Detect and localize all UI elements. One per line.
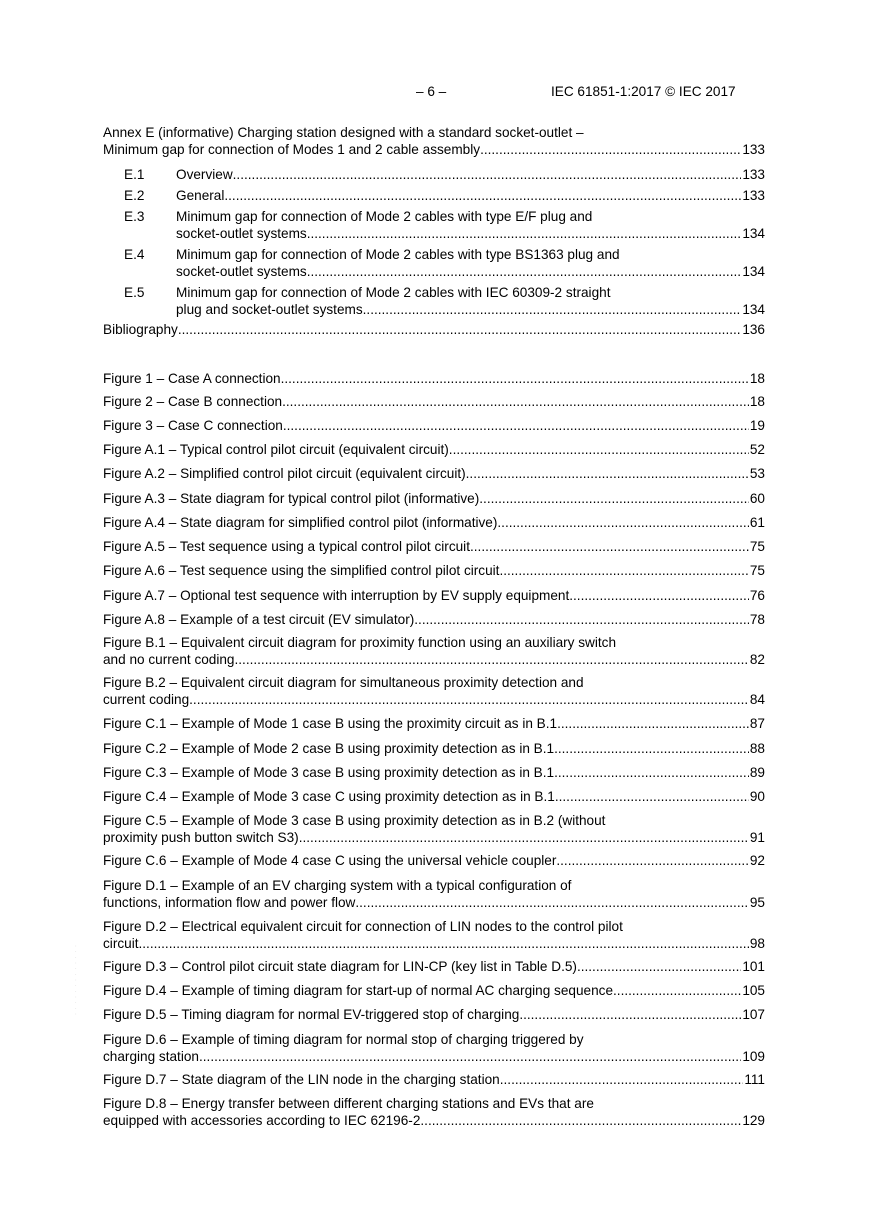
dot-leader bbox=[466, 465, 749, 482]
dot-leader bbox=[497, 514, 748, 531]
toc-clause-body bbox=[176, 187, 765, 204]
toc-page-number: 134 bbox=[742, 226, 765, 241]
dot-leader bbox=[199, 1048, 741, 1065]
toc-figure-entry[interactable] bbox=[103, 982, 765, 999]
toc-entry-text: Figure A.2 – Simplified control pilot circuit (equivalent circuit) bbox=[103, 466, 466, 481]
toc-page-number: 78 bbox=[749, 612, 765, 627]
toc-page-number: 105 bbox=[742, 983, 765, 998]
dot-leader bbox=[569, 587, 749, 604]
toc-annex-title-text: Minimum gap for connection of Modes 1 and 2 cable assembly bbox=[103, 142, 481, 157]
dot-leader bbox=[307, 225, 742, 242]
dot-leader bbox=[420, 1112, 741, 1129]
toc-page-number: 18 bbox=[749, 371, 765, 386]
toc-entry-text: Figure C.5 – Example of Mode 3 case B using proximity detection as in B.2 (without bbox=[103, 813, 606, 828]
toc-entry-text: plug and socket-outlet systems bbox=[176, 302, 363, 317]
toc-entry-text: and no current coding bbox=[103, 652, 235, 667]
dot-leader bbox=[189, 691, 749, 708]
toc-entry-text: Figure A.5 – Test sequence using a typical control pilot circuit bbox=[103, 539, 470, 554]
toc-entry-text: Figure 2 – Case B connection bbox=[103, 394, 283, 409]
toc-entry-last-line bbox=[103, 788, 765, 805]
dot-leader bbox=[557, 715, 749, 732]
toc-figure-entry[interactable] bbox=[103, 562, 765, 579]
toc-entry-text: Figure D.2 – Electrical equivalent circuit for connection of LIN nodes to the control pilot bbox=[103, 919, 623, 934]
toc-figure-entry[interactable] bbox=[103, 611, 765, 628]
toc-entry-text: Figure A.3 – State diagram for typical control pilot (informative) bbox=[103, 491, 480, 506]
toc-page-number: 87 bbox=[749, 716, 765, 731]
dot-leader bbox=[235, 651, 749, 668]
toc-page-number: 53 bbox=[749, 466, 765, 481]
toc-page-number: 133 bbox=[742, 188, 765, 203]
toc-figure-entry[interactable] bbox=[103, 812, 765, 846]
dot-leader bbox=[233, 166, 742, 183]
toc-page-number: 133 bbox=[742, 167, 765, 182]
toc-figure-entry[interactable] bbox=[103, 490, 765, 507]
toc-entry-text: circuit bbox=[103, 936, 139, 951]
toc-page-number: 76 bbox=[749, 588, 765, 603]
toc-page-number: 136 bbox=[742, 322, 765, 337]
toc-figure-entry[interactable] bbox=[103, 465, 765, 482]
toc-entry-text: Figure D.3 – Control pilot circuit state diagram for LIN-CP (key list in Table D.5) bbox=[103, 959, 577, 974]
toc-entry-text: Figure D.4 – Example of timing diagram for start-up of normal AC charging sequence bbox=[103, 983, 614, 998]
toc-entry-last-line bbox=[103, 1112, 765, 1129]
toc-entry-text: socket-outlet systems bbox=[176, 226, 307, 241]
toc-entry-text: current coding bbox=[103, 692, 190, 707]
toc-entry-text: Figure C.4 – Example of Mode 3 case C using proximity detection as in B.1 bbox=[103, 789, 555, 804]
toc-clause-number: E.4 bbox=[124, 247, 145, 262]
toc-entry-text: Figure B.2 – Equivalent circuit diagram for simultaneous proximity detection and bbox=[103, 675, 584, 690]
toc-entry-last-line bbox=[103, 441, 765, 458]
toc-entry-text: Figure D.8 – Energy transfer between different charging stations and EVs that are bbox=[103, 1096, 594, 1111]
toc-entry-last-line bbox=[103, 829, 765, 846]
toc-entry-text: Figure 3 – Case C connection bbox=[103, 418, 283, 433]
toc-page-number: 95 bbox=[749, 895, 765, 910]
toc-entry-last-line bbox=[103, 538, 765, 555]
toc-page-number: 19 bbox=[749, 418, 765, 433]
toc-clause-e-1[interactable] bbox=[124, 166, 765, 183]
toc-figure-entry[interactable] bbox=[103, 1006, 765, 1023]
toc-page-number: 60 bbox=[749, 491, 765, 506]
toc-figure-entry[interactable] bbox=[103, 538, 765, 555]
toc-page-number: 82 bbox=[749, 652, 765, 667]
toc-clause-e-5[interactable] bbox=[124, 284, 765, 318]
toc-entry-text: charging station bbox=[103, 1049, 199, 1064]
toc-entry-last-line bbox=[176, 301, 765, 318]
toc-entry-text: Figure A.8 – Example of a test circuit (EV simulator) bbox=[103, 612, 415, 627]
dot-leader bbox=[555, 788, 749, 805]
page-number: – 6 – bbox=[416, 84, 447, 99]
dot-leader bbox=[282, 393, 749, 410]
dot-leader bbox=[414, 611, 749, 628]
toc-entry-text: Figure A.1 – Typical control pilot circuit (equivalent circuit) bbox=[103, 442, 449, 457]
toc-entry-last-line bbox=[103, 935, 765, 952]
toc-entry-text: Figure 1 – Case A connection bbox=[103, 371, 281, 386]
toc-annex-title-line1: Annex E (informative) Charging station designed with a standard socket-outlet – bbox=[103, 125, 584, 140]
toc-entry-text: Figure A.4 – State diagram for simplified control pilot (informative) bbox=[103, 515, 498, 530]
toc-entry-last-line bbox=[103, 764, 765, 781]
toc-figure-entry[interactable] bbox=[103, 1031, 765, 1065]
dot-leader bbox=[299, 829, 749, 846]
toc-clause-body bbox=[176, 208, 765, 242]
toc-entry-text: Figure D.7 – State diagram of the LIN node in the charging station bbox=[103, 1072, 500, 1087]
watermark-text: · · · · · · · · · · · · · bbox=[72, 945, 78, 1016]
toc-entry-last-line bbox=[176, 263, 765, 280]
toc-entry-text: Figure C.3 – Example of Mode 3 case B using proximity detection as in B.1 bbox=[103, 765, 555, 780]
dot-leader bbox=[554, 740, 749, 757]
toc-entry-last-line bbox=[103, 958, 765, 975]
toc-page-number: 89 bbox=[749, 765, 765, 780]
toc-figure-entry[interactable] bbox=[103, 1071, 765, 1088]
toc-clause-e-3[interactable] bbox=[124, 208, 765, 242]
toc-page-number: 134 bbox=[742, 264, 765, 279]
toc-page-number: 134 bbox=[742, 302, 765, 317]
toc-figure-entry[interactable] bbox=[103, 417, 765, 434]
toc-page-number: 109 bbox=[742, 1049, 765, 1064]
toc-figure-entry[interactable] bbox=[103, 514, 765, 531]
toc-figure-entry[interactable] bbox=[103, 715, 765, 732]
toc-page-number: 90 bbox=[749, 789, 765, 804]
toc-figure-entry[interactable] bbox=[103, 918, 765, 952]
dot-leader bbox=[449, 441, 749, 458]
toc-bibliography[interactable] bbox=[103, 321, 765, 338]
toc-entry-text: Figure D.6 – Example of timing diagram for normal stop of charging triggered by bbox=[103, 1032, 584, 1047]
toc-entry-last-line bbox=[103, 715, 765, 732]
dot-leader bbox=[139, 935, 749, 952]
dot-leader bbox=[281, 370, 749, 387]
toc-clause-number: E.5 bbox=[124, 285, 145, 300]
toc-page-number: 75 bbox=[749, 563, 765, 578]
toc-entry-text: Figure D.1 – Example of an EV charging system with a typical configuration of bbox=[103, 878, 572, 893]
toc-figure-entry[interactable] bbox=[103, 441, 765, 458]
dot-leader bbox=[613, 982, 741, 999]
toc-figure-entry[interactable] bbox=[103, 764, 765, 781]
dot-leader bbox=[499, 562, 748, 579]
toc-entry-text: General bbox=[176, 188, 225, 203]
toc-clause-number: E.2 bbox=[124, 188, 145, 203]
toc-page-number: 98 bbox=[749, 936, 765, 951]
toc-entry-text: functions, information flow and power flow bbox=[103, 895, 356, 910]
toc-entry-text: Figure C.1 – Example of Mode 1 case B using the proximity circuit as in B.1 bbox=[103, 716, 558, 731]
toc-entry-last-line bbox=[103, 417, 765, 434]
dot-leader bbox=[519, 1006, 741, 1023]
toc-clause-e-4[interactable] bbox=[124, 246, 765, 280]
toc-entry-text: Figure A.6 – Test sequence using the simplified control pilot circuit bbox=[103, 563, 500, 578]
toc-figure-entry[interactable] bbox=[103, 1095, 765, 1129]
toc-entry-text: Minimum gap for connection of Mode 2 cables with type E/F plug and bbox=[176, 209, 593, 224]
toc-entry-last-line bbox=[176, 225, 765, 242]
toc-page-number: 107 bbox=[742, 1007, 765, 1022]
toc-figure-entry[interactable] bbox=[103, 740, 765, 757]
toc-entry-text: Figure C.6 – Example of Mode 4 case C using the universal vehicle coupler bbox=[103, 853, 557, 868]
dot-leader bbox=[556, 852, 749, 869]
toc-figure-entry[interactable] bbox=[103, 587, 765, 604]
toc-entry-text: Overview bbox=[176, 167, 233, 182]
dot-leader bbox=[470, 538, 749, 555]
toc-page-number: 52 bbox=[749, 442, 765, 457]
toc-page-number: 92 bbox=[749, 853, 765, 868]
dot-leader bbox=[479, 490, 749, 507]
toc-clause-number: E.1 bbox=[124, 167, 145, 182]
toc-page-number: 101 bbox=[742, 959, 765, 974]
toc-entry-text: Minimum gap for connection of Mode 2 cables with type BS1363 plug and bbox=[176, 247, 620, 262]
toc-page-number: 133 bbox=[742, 142, 765, 157]
toc-entry-last-line bbox=[103, 370, 765, 387]
dot-leader bbox=[363, 301, 742, 318]
toc-page-number: 88 bbox=[749, 741, 765, 756]
toc-entry-last-line bbox=[103, 651, 765, 668]
toc-entry-last-line bbox=[103, 393, 765, 410]
dot-leader bbox=[554, 764, 749, 781]
toc-entry-text: proximity push button switch S3) bbox=[103, 830, 299, 845]
toc-page-number: 111 bbox=[744, 1072, 765, 1087]
toc-entry-text: Figure A.7 – Optional test sequence with interruption by EV supply equipment bbox=[103, 588, 570, 603]
toc-clause-e-2[interactable] bbox=[124, 187, 765, 204]
toc-entry-last-line bbox=[103, 691, 765, 708]
standard-reference: IEC 61851-1:2017 © IEC 2017 bbox=[551, 84, 736, 99]
toc-entry-last-line bbox=[103, 514, 765, 531]
dot-leader bbox=[307, 263, 742, 280]
toc-entry-last-line bbox=[103, 852, 765, 869]
toc-clause-body bbox=[176, 246, 765, 280]
toc-annex-e[interactable] bbox=[103, 124, 765, 158]
toc-entry-last-line bbox=[103, 1071, 765, 1088]
toc-entry-last-line bbox=[103, 740, 765, 757]
dot-leader bbox=[500, 1071, 744, 1088]
toc-figure-entry[interactable] bbox=[103, 674, 765, 708]
toc-entry-text: Figure C.2 – Example of Mode 2 case B using proximity detection as in B.1 bbox=[103, 741, 555, 756]
toc-annex-title-line2 bbox=[103, 141, 765, 158]
toc-bibliography-label: Bibliography bbox=[103, 322, 178, 337]
toc-entry-last-line bbox=[176, 166, 765, 183]
toc-entry-text: Minimum gap for connection of Mode 2 cables with IEC 60309-2 straight bbox=[176, 285, 611, 300]
toc-figure-entry[interactable] bbox=[103, 877, 765, 911]
toc-page-number: 61 bbox=[749, 515, 765, 530]
toc-figure-entry[interactable] bbox=[103, 958, 765, 975]
dot-leader bbox=[224, 187, 741, 204]
toc-entry-last-line bbox=[103, 562, 765, 579]
toc-page-number: 129 bbox=[742, 1113, 765, 1128]
dot-leader bbox=[480, 141, 741, 158]
toc-clause-number: E.3 bbox=[124, 209, 145, 224]
toc-entry-last-line bbox=[103, 465, 765, 482]
dot-leader bbox=[283, 417, 749, 434]
toc-figure-entry[interactable] bbox=[103, 852, 765, 869]
toc-entry-text: Figure D.5 – Timing diagram for normal EV-triggered stop of charging bbox=[103, 1007, 520, 1022]
toc-entry-last-line bbox=[103, 490, 765, 507]
toc-entry-text: socket-outlet systems bbox=[176, 264, 307, 279]
toc-entry-last-line bbox=[103, 587, 765, 604]
toc-page-number: 18 bbox=[749, 394, 765, 409]
toc-entry-last-line bbox=[103, 982, 765, 999]
toc-entry-last-line bbox=[103, 894, 765, 911]
toc-entry-last-line bbox=[176, 187, 765, 204]
toc-entry-last-line bbox=[103, 1048, 765, 1065]
toc-figure-entry[interactable] bbox=[103, 370, 765, 387]
dot-leader bbox=[178, 321, 742, 338]
toc-entry-text: equipped with accessories according to IEC 62196-2 bbox=[103, 1113, 421, 1128]
toc-clause-body bbox=[176, 284, 765, 318]
toc-figure-entry[interactable] bbox=[103, 393, 765, 410]
dot-leader bbox=[577, 958, 741, 975]
toc-page-number: 75 bbox=[749, 539, 765, 554]
toc-clause-body bbox=[176, 166, 765, 183]
dot-leader bbox=[355, 894, 749, 911]
toc-page-number: 91 bbox=[749, 830, 765, 845]
toc-entry-last-line bbox=[103, 1006, 765, 1023]
toc-page-number: 84 bbox=[749, 692, 765, 707]
toc-entry-text: Figure B.1 – Equivalent circuit diagram for proximity function using an auxiliary switch bbox=[103, 635, 617, 650]
toc-figure-entry[interactable] bbox=[103, 634, 765, 668]
toc-figure-entry[interactable] bbox=[103, 788, 765, 805]
toc-entry-last-line bbox=[103, 611, 765, 628]
